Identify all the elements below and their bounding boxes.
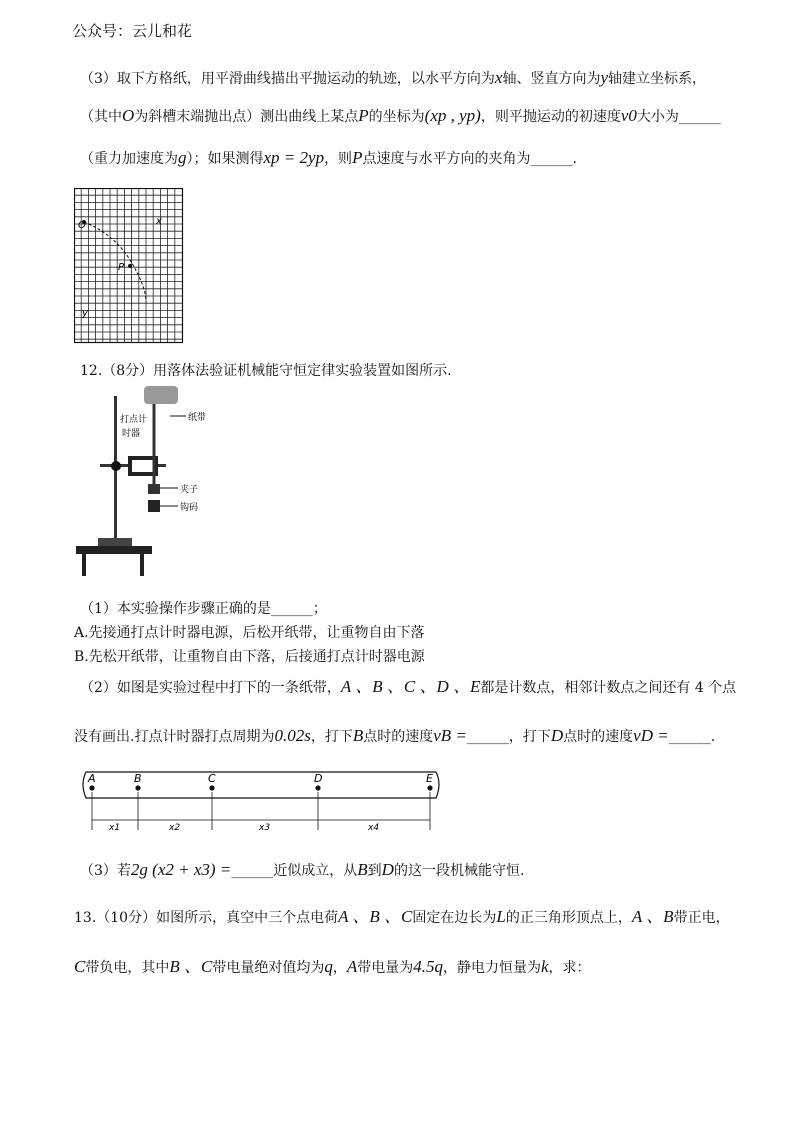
timer-label-1: 打点计: [120, 415, 148, 425]
y-axis-label: y: [82, 308, 88, 319]
tape-point-label-b: B: [134, 772, 142, 785]
q12-part1: （1）本实验操作步骤正确的是______；: [80, 601, 327, 617]
tape-point-label-a: A: [88, 772, 96, 785]
tape-point-b: [135, 785, 140, 790]
q13-line2: C带负电，其中B 、C带电量绝对值均为q，A带电量为4.5q，静电力恒量为k，求：: [74, 957, 591, 976]
segment-label-x3: x3: [259, 823, 271, 832]
q11-part3-line2: （其中O为斜槽末端抛出点）测出曲线上某点P的坐标为(xp , yp)，则平抛运动的初速度v0大小为______: [80, 106, 721, 125]
x-axis-label: x: [156, 216, 162, 227]
segment-label-x2: x2: [169, 823, 181, 832]
clip-label: 夹子: [180, 485, 199, 495]
table-leg-left: [82, 554, 86, 576]
q11-part3-line1: （3）取下方格纸，用平滑曲线描出平抛运动的轨迹，以水平方向为x轴、竖直方向为y轴建立坐标系，: [80, 68, 706, 87]
table-top: [76, 546, 152, 554]
timer-label-2: 时器: [122, 429, 141, 439]
table-leg-right: [140, 554, 144, 576]
timer-window: [132, 460, 154, 472]
paper-tape-figure: [80, 768, 446, 832]
q12-part3: （3）若2g (x2 + x3) =______近似成立，从B到D的这一段机械能守恒.: [80, 860, 525, 879]
apparatus-figure: [74, 382, 234, 578]
p-point-label: P: [118, 262, 125, 273]
q12-part2-line1: （2）如图是实验过程中打下的一条纸带，A 、B 、C 、D 、E都是计数点，相邻计数点之间还有 4 个点: [80, 677, 737, 696]
clamp-knob: [111, 461, 121, 471]
segment-label-x4: x4: [368, 823, 380, 832]
tape-point-label-c: C: [208, 772, 216, 785]
hand-holding-tape: [144, 386, 178, 404]
q12-option-b: B.先松开纸带，让重物自由下落，后接通打点计时器电源: [74, 649, 425, 665]
weight-label: 钩码: [180, 503, 199, 513]
tape-point-d: [315, 785, 320, 790]
p-point: [128, 264, 132, 268]
origin-label: O: [78, 220, 86, 231]
q12-part2-line2: 没有画出.打点计时器打点周期为0.02s，打下B点时的速度vB =______，打下D点时的速度vD =______.: [74, 726, 716, 745]
clip: [148, 484, 160, 494]
tape-point-e: [427, 785, 432, 790]
page-header: 公众号：云儿和花: [72, 22, 193, 40]
tape-point-label-e: E: [426, 772, 433, 785]
trajectory-curve: [84, 222, 146, 302]
grid-trajectory-figure: [74, 188, 184, 344]
stand-base: [98, 538, 132, 546]
tape-point-c: [209, 785, 214, 790]
q12-title: 12.（8分）用落体法验证机械能守恒定律实验装置如图所示.: [80, 363, 452, 379]
tape-point-label-d: D: [314, 772, 323, 785]
q13-line1: 13.（10分）如图所示，真空中三个点电荷A 、B 、C固定在边长为L的正三角形顶点上，A 、B带正电，: [74, 907, 730, 926]
weight: [148, 500, 160, 512]
segment-label-x1: x1: [109, 823, 121, 832]
q11-part3-line3: （重力加速度为g）；如果测得xp = 2yp，则P点速度与水平方向的夹角为______.: [80, 148, 577, 167]
grid-lines: [74, 188, 182, 342]
tape-label: 纸带: [188, 413, 207, 423]
q12-option-a: A.先接通打点计时器电源，后松开纸带，让重物自由下落: [74, 625, 425, 641]
tape-point-a: [89, 785, 94, 790]
